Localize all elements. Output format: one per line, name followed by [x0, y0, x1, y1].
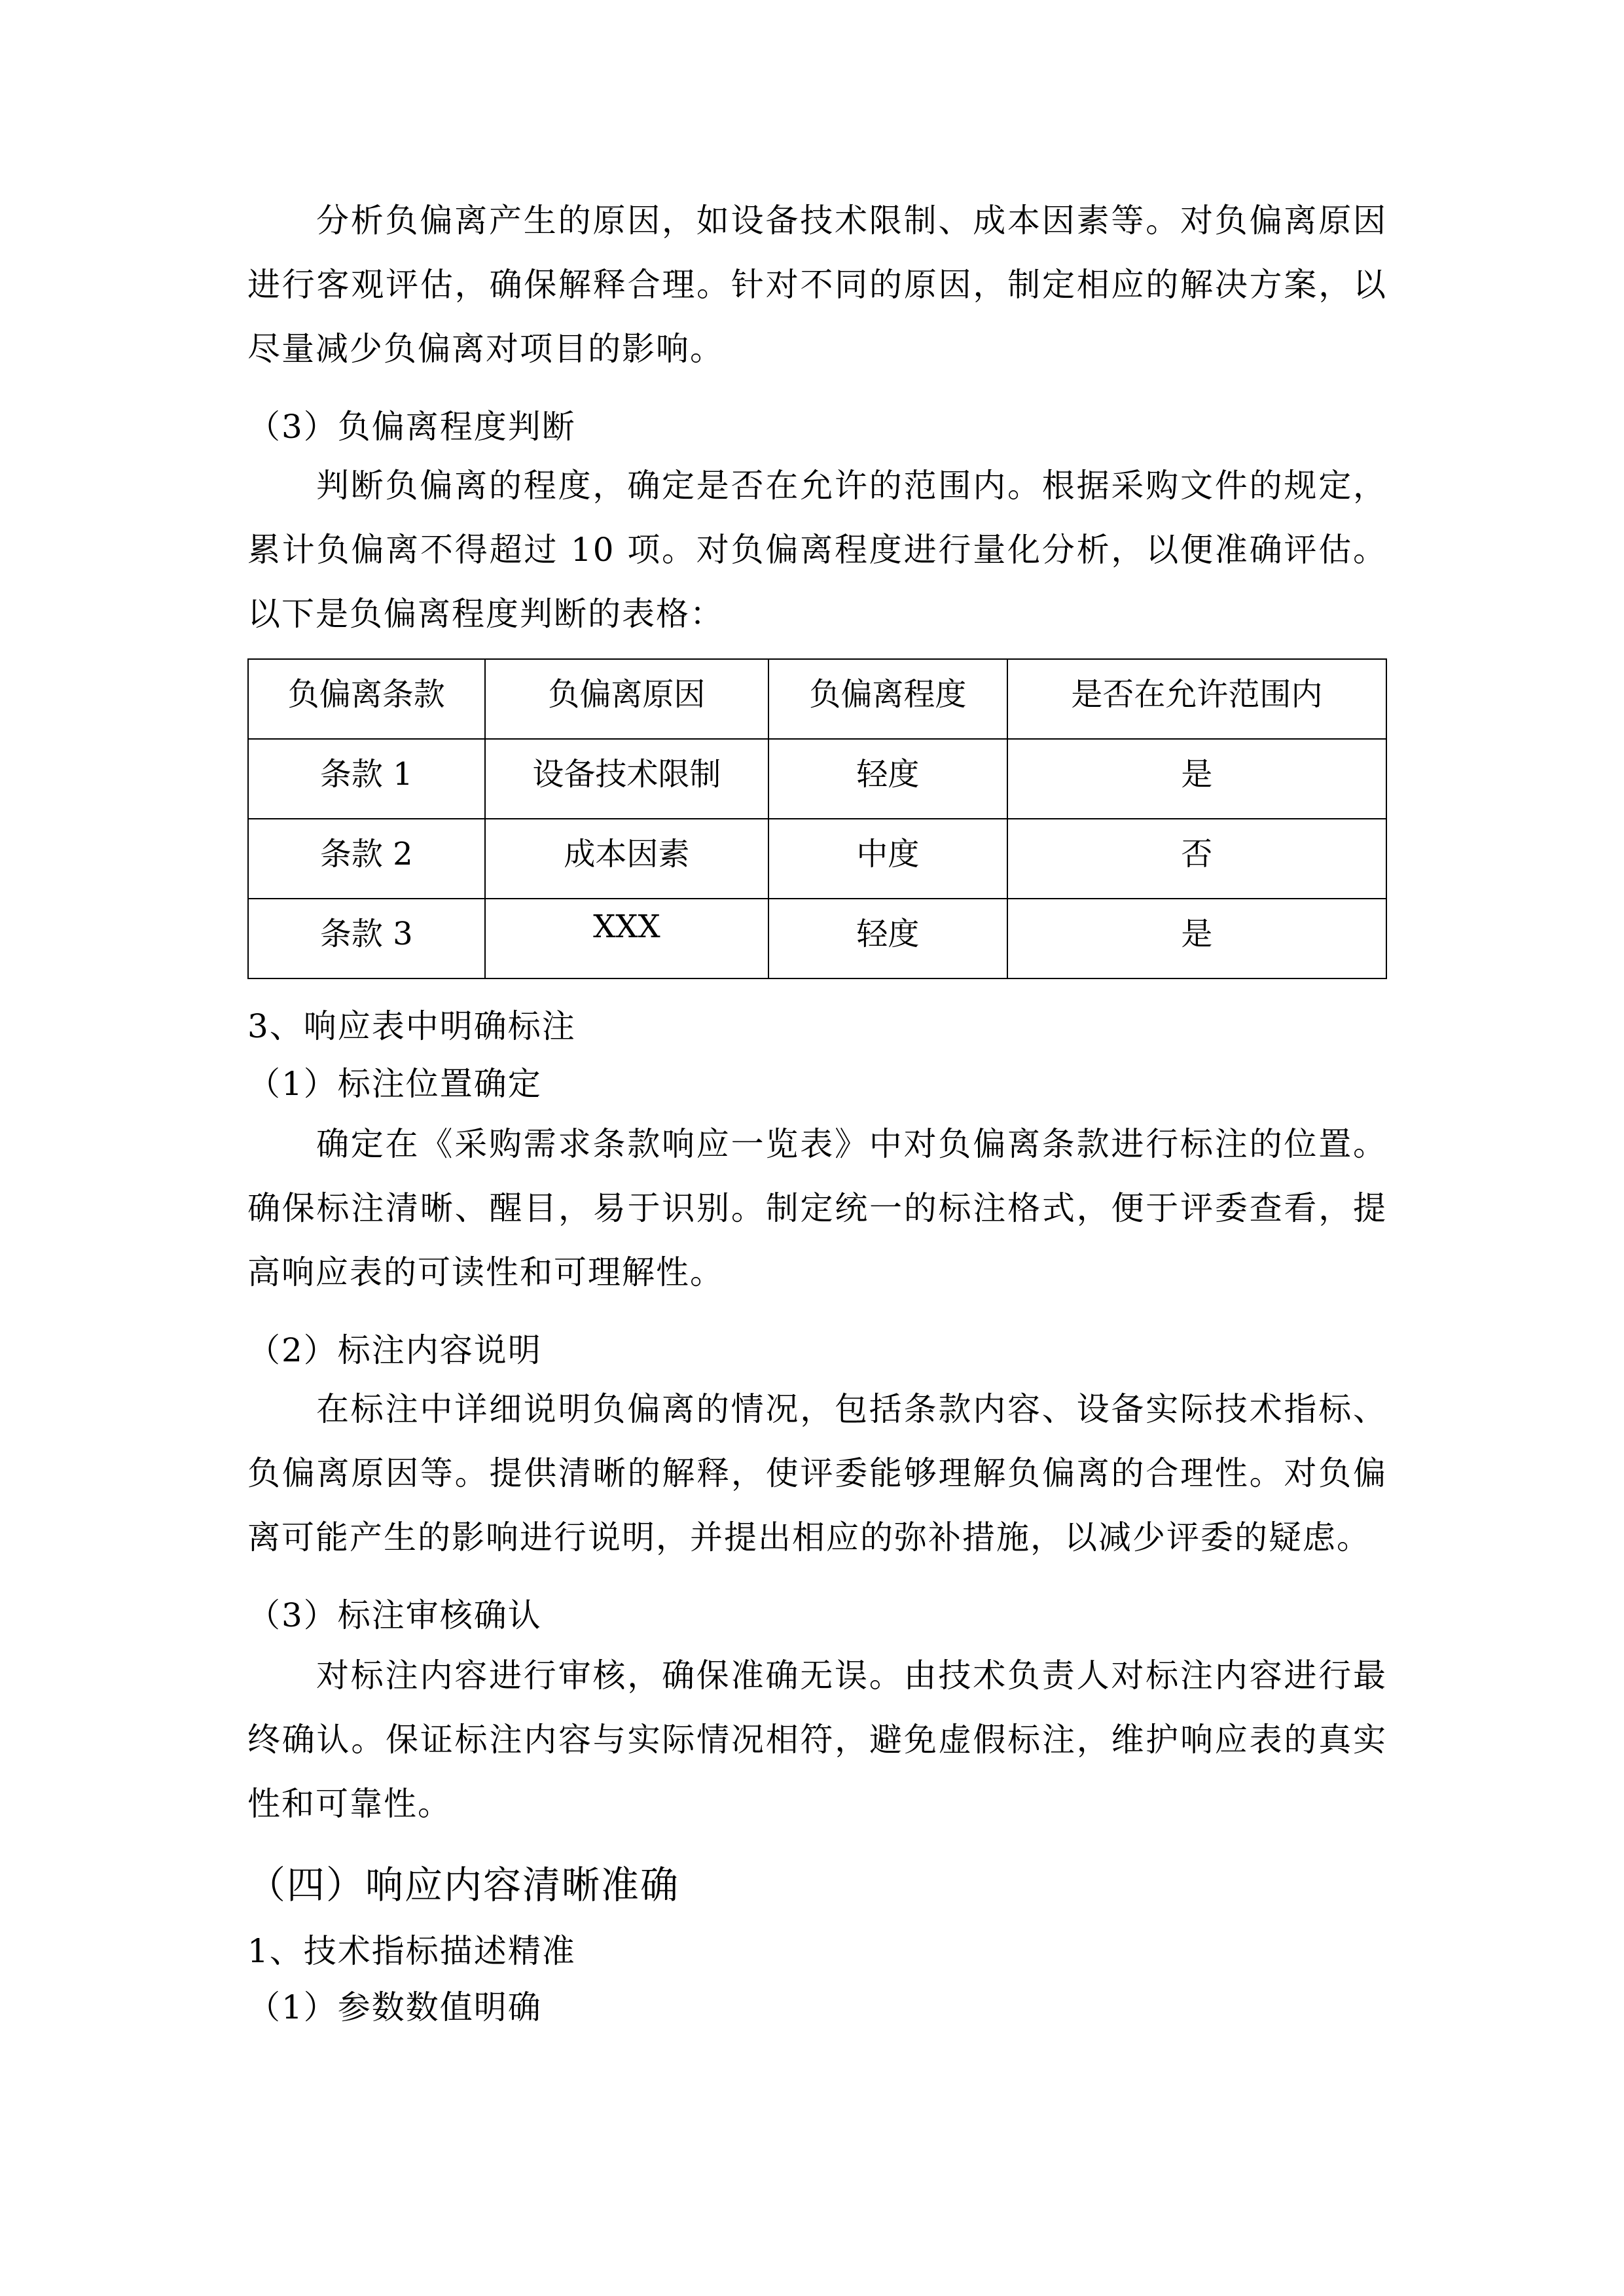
table-cell: 条款 2	[248, 819, 485, 899]
header-cell: 负偏离程度	[768, 659, 1007, 739]
table-cell: 是	[1007, 899, 1386, 978]
table-cell: 中度	[768, 819, 1007, 899]
table-row	[248, 739, 1386, 819]
table-row	[248, 819, 1386, 899]
table-cell: 成本因素	[485, 819, 769, 899]
table-row	[248, 899, 1386, 978]
heading-mark-position: （1）标注位置确定	[247, 1065, 542, 1103]
paragraph-mark-review: 对标注内容进行审核，确保准确无误。由技术负责人对标注内容进行最终确认。保证标注内容与实际情况相符，避免虚假标注，维护响应表的真实性和可靠性。	[247, 1657, 1387, 1823]
header-cell: 负偏离条款	[248, 659, 485, 739]
table-cell: 设备技术限制	[485, 739, 769, 819]
heading-parameter-values: （1）参数数值明确	[247, 1988, 542, 2026]
table-cell: 条款 1	[248, 739, 485, 819]
header-cell: 是否在允许范围内	[1007, 659, 1386, 739]
table-cell: 否	[1007, 819, 1386, 899]
header-cell: 负偏离原因	[485, 659, 769, 739]
heading-deviation-degree: （3）负偏离程度判断	[247, 408, 576, 446]
paragraph-mark-position: 确定在《采购需求条款响应一览表》中对负偏离条款进行标注的位置。确保标注清晰、醒目，易于识别。制定统一的标注格式，便于评委查看，提高响应表的可读性和可理解性。	[247, 1125, 1387, 1291]
table-cell: XXX	[485, 899, 769, 978]
table-cell: 是	[1007, 739, 1386, 819]
deviation-table	[247, 658, 1387, 979]
table-cell: 条款 3	[248, 899, 485, 978]
heading-tech-indicators: 1、技术指标描述精准	[247, 1932, 576, 1970]
paragraph-mark-content: 在标注中详细说明负偏离的情况，包括条款内容、设备实际技术指标、负偏离原因等。提供清晰的解释，使评委能够理解负偏离的合理性。对负偏离可能产生的影响进行说明，并提出相应的弥补措施，以减少评委的疑虑。	[247, 1390, 1387, 1556]
heading-mark-content: （2）标注内容说明	[247, 1331, 542, 1369]
paragraph-deviation-degree: 判断负偏离的程度，确定是否在允许的范围内。根据采购文件的规定，累计负偏离不得超过 10 项。对负偏离程度进行量化分析，以便准确评估。以下是负偏离程度判断的表格：	[247, 467, 1387, 633]
table-header-row	[248, 659, 1386, 739]
heading-section-four: （四）响应内容清晰准确	[247, 1863, 680, 1907]
heading-response-table-marking: 3、响应表中明确标注	[247, 1007, 576, 1045]
heading-mark-review: （3）标注审核确认	[247, 1596, 542, 1634]
table-cell: 轻度	[768, 899, 1007, 978]
table-cell: 轻度	[768, 739, 1007, 819]
paragraph-deviation-causes: 分析负偏离产生的原因，如设备技术限制、成本因素等。对负偏离原因进行客观评估，确保解释合理。针对不同的原因，制定相应的解决方案，以尽量减少负偏离对项目的影响。	[247, 202, 1387, 368]
